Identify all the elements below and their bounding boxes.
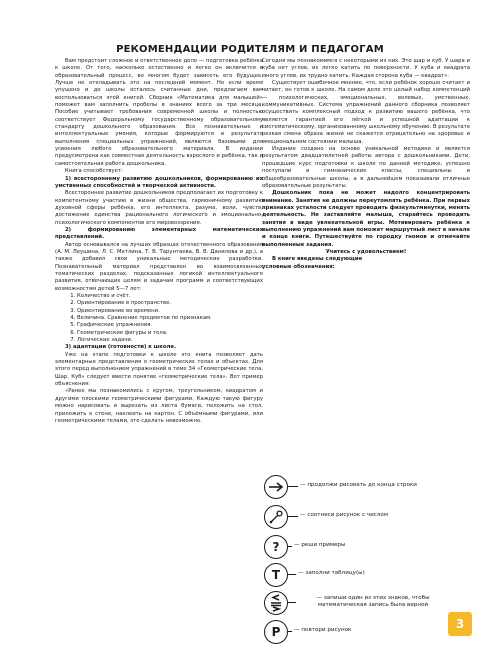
legend-item [262,475,472,501]
legend-leader [288,486,298,487]
legend-text: — повтори рисунок [294,627,352,633]
paragraph: Книга способствует: [65,168,123,175]
list-item: 5. Графические упражнения. [77,322,263,329]
list-item: 1. Количество и счёт. [77,293,263,300]
arrow-right-icon [264,475,288,499]
page-title: РЕКОМЕНДАЦИИ РОДИТЕЛЯМ И ПЕДАГОГАМ [116,44,384,55]
legend-text: — реши примеры [294,542,346,548]
legend-item [262,620,472,646]
table-icon: T [264,563,288,587]
section-heading: 1) всестороннему развитию дошкольников, формированию их умственных способностей и творческой активности. [55,175,263,189]
legend-leader [288,546,292,547]
legend-text: — соотнеси рисунок с числом [300,512,389,518]
closing-line: Учитесь с удовольствием! [325,248,407,255]
left-column [55,58,263,425]
legend-item [262,535,472,561]
legend-heading [262,256,470,271]
legend-heading-line2: условные обозначения: [262,263,335,270]
legend-text: — заполни таблицу(ы) [298,570,365,576]
paragraph-bold: Дошкольник пока не может надолго концентрировать внимание. Занятия не должны переутомлять ребёнка. При первых признаках усталости следует проводить физкультминутки, менять деятельность. Не заставляйте малыша, старайтесь проводить занятия в виде увлекательной игры. Мотивировать ребёнка к выполнению упражнений вам поможет маршрутный лист в начале и конце книги. Путешествуйте по городку гномов и отмечайте выполненные задания. [262,190,470,248]
compare-icon [264,591,288,615]
paragraph: Уже на этапе подготовки к школе это книга позволяет дать элементарные представления о геометрических телах и объектах. Для этого перед выполнением упражнений в теме 34 «Геометрические тела. Шар. Куб» следует ввести понятие «геометрические тела». Вот пример объяснения: [55,351,263,388]
legend-heading-line1: В книге введены следующие [272,256,363,263]
legend-leader [288,602,296,603]
list-item: 4. Величина. Сравнение предметов по признакам. [77,315,263,322]
list-item: 2. Ориентирование в пространстве. [77,300,263,307]
paragraph: Всестороннее развитие дошкольников предполагает их подготовку к компетентному участию в жизни общества, гармоничному развитию духовной сферы ребёнка, его интеллекта, разума, воли, чувств, достижение единства рационального логического и эмоционально-психологического компонентов его мировоззрения. [55,190,263,226]
paragraph: Издание создано на основе уникальной методики и является результатом двадцатилетней работы автора с дошкольниками. Дети, прошедшие курс подготовки к школе по данной методике, успешно поступали в гимназические классы, специальны и общеобразовательные школы, а в дальнейшем показывали отличные образовательные результаты. [262,146,470,189]
section-heading: 3) адаптации (готовности) к школе. [65,344,177,351]
legend-item [262,563,472,589]
legend-item [262,591,472,617]
paragraph: Вам предстоит сложное и ответственное дело — подготовка ребёнка к школе. От того, насколько естественно и легко он включится в образовательный процесс, во многом будет зависеть его будущее. Лучше не откладывать это на последний момент. Но если время упущено и до школы осталось считанные дни, предлагаем вам воспользоваться этой книгой. Сборник «Математика для малышей» поможет вам заполнить пробелы в знаниях всего за три месяца. Пособие учитывает требования современной школы и полностью соответствует Федеральному государственному образовательному стандарту дошкольного образования. Все познавательные и интеллектуальные умения, которые формируются в результате выполнения специальных упражнений, являются базовыми для усвоения любого образовательного материала. В издании предусмотрена как совместная деятельность взрослого и ребёнка, так и самостоятельная работа дошкольника. [55,58,263,167]
page-number: 3 [448,612,472,636]
topic-list [55,293,263,344]
connect-icon [264,505,288,529]
right-column [262,58,470,271]
section-heading: 2) формированию элементарных математических представлений. [55,226,263,241]
paragraph: Сегодня мы познакомимся с некоторыми из них. Это шар и куб. У шара и куба нет углов, их легко катить по поверхности. У куба и квадрата много углов, их трудно катить. Каждая сторона куба — квадрат». [262,58,470,79]
legend-text: — продолжи рисовать до конца строки [300,482,417,488]
list-item: 3. Ориентирование во времени. [77,308,263,315]
question-icon: ? [264,535,288,559]
legend-leader [288,631,292,632]
list-item: 6. Геометрические фигуры и тела. [77,330,263,337]
legend-leader [288,574,296,575]
paragraph: «Ранее мы познакомились с кругом, треугольником, квадратом и другими плоскими геометрическими фигурами. Каждую такую фигуру можно нарисовать и вырезать из листа бумаги, положить на стол, приложить к стене, наклеить на картон. С объёмными фигурами, или геометрическими телами, это сделать невозможно. [55,388,263,424]
paragraph: Существует ошибочное мнение, что, если ребёнок хорошо считает и читает, он готов к школе. На самом деле это целый набор компетенций — психологических, эмоциональных, волевых, умственных, коммуникативных. Система упражнений данного сборника позволяет осуществить комплексный подход к развитию вашего ребёнка, что является гарантией его лёгкой и успешной адаптации к систематическому, организованному школьному обучению. В результате резкая смена образа жизни не скажется отрицательно на здоровье и эмоциональном состоянии малыша. [262,80,470,145]
legend-leader [288,516,298,517]
draw-icon: P [264,620,288,644]
list-item: 7. Логические задачи. [77,337,263,344]
legend-item [262,505,472,531]
paragraph: Автор основывался на лучших образцах отечественного образования (А. М. Леушина, Л. С. Метлина, Т. В. Тарунтаева, В. В. Данилова и др.), а также добавил свои уникальные методические разработки. Познавательный материал представлен во взаимосвязанных тематических разделах, подсказанных логикой интеллектуального развития, отвечающих целям и задачам программ и соответствующих возможностям детей 5—7 лет: [55,241,263,292]
legend-text: — запиши один из этих знаков, чтобы математическая запись была верной [316,595,430,608]
